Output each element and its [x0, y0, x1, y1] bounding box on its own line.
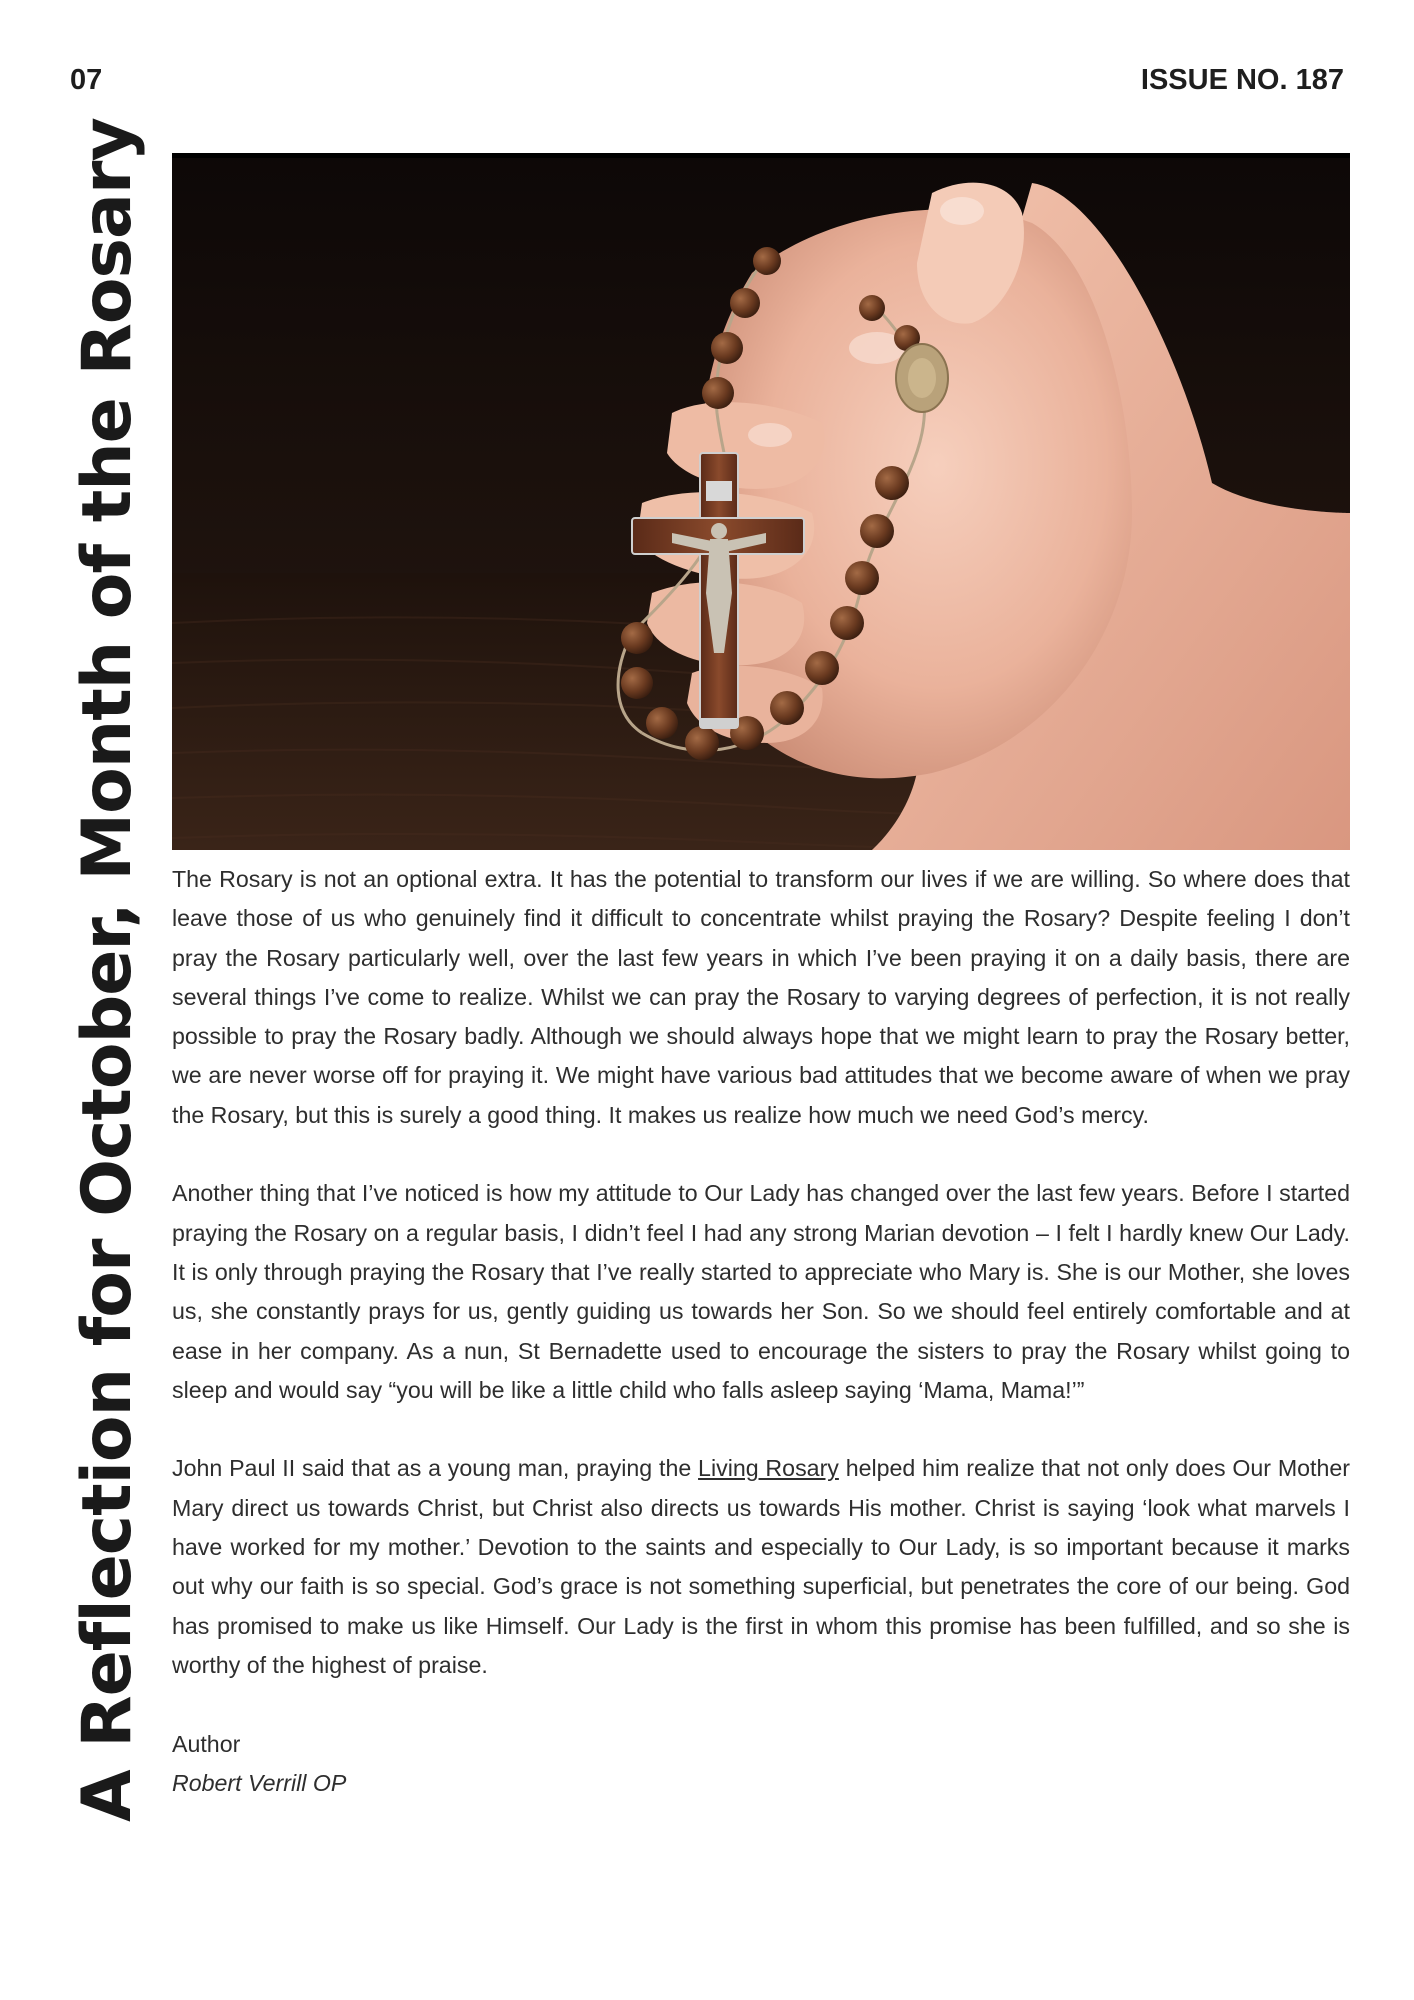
author-name: Robert Verrill OP	[172, 1769, 347, 1796]
article-paragraph-1: The Rosary is not an optional extra. It has the potential to transform our lives if we are willing. So where does that leave those of us who genuinely find it difficult to concentrate whilst praying the Rosary? Despite feeling I don’t pray the Rosary particularly well, over the last few years in which I’ve been praying it on a daily basis, there are several things I’ve come to realize. Whilst we can pray the Rosary to varying degrees of perfection, it is not really possible to pray the Rosary badly. Although we should always hope that we might learn to pray the Rosary better, we are never worse off for praying it. We might have various bad attitudes that we become aware of when we pray the Rosary, but this is surely a good thing. It makes us realize how much we need God’s mercy.	[172, 866, 1350, 1128]
author-label: Author	[172, 1730, 241, 1757]
article-body	[172, 860, 1350, 1803]
article-paragraph-3	[172, 1449, 1350, 1685]
article-paragraph-2: Another thing that I’ve noticed is how my attitude to Our Lady has changed over the last few years. Before I started praying the Rosary on a regular basis, I didn’t feel I had any strong Marian devotion – I felt I hardly knew Our Lady. It is only through praying the Rosary that I’ve really started to appreciate who Mary is. She is our Mother, she loves us, she constantly prays for us, gently guiding us towards her Son. So we should feel entirely comfortable and at ease in her company. As a nun, St Bernadette used to encourage the sisters to pray the Rosary whilst going to sleep and would say “you will be like a little child who falls asleep saying ‘Mama, Mama!’”	[172, 1180, 1350, 1403]
page-number: 07	[70, 64, 103, 96]
rosary-hands-illustration	[172, 153, 1350, 850]
hero-image-rosary-hands	[172, 153, 1350, 850]
living-rosary-link[interactable]: Living Rosary	[698, 1455, 839, 1482]
paragraph-3-text-start: John Paul II said that as a young man, praying the	[172, 1455, 699, 1482]
article-title: A Reflection for October, Month of the Rosary	[68, 118, 147, 1822]
paragraph-3-text-end: helped him realize that not only does Our Mother Mary direct us towards Christ, but Christ also directs us towards His mother. Christ is saying ‘look what marvels I have worked for my mother.’ Devotion to the saints and especially to Our Lady, is so important because it marks out why our faith is so special. God’s grace is not something superficial, but penetrates the core of our being. God has promised to make us like Himself. Our Lady is the first in whom this promise has been fulfilled, and so she is worthy of the highest of praise.	[172, 1455, 1350, 1678]
issue-number: ISSUE NO. 187	[1140, 64, 1344, 96]
